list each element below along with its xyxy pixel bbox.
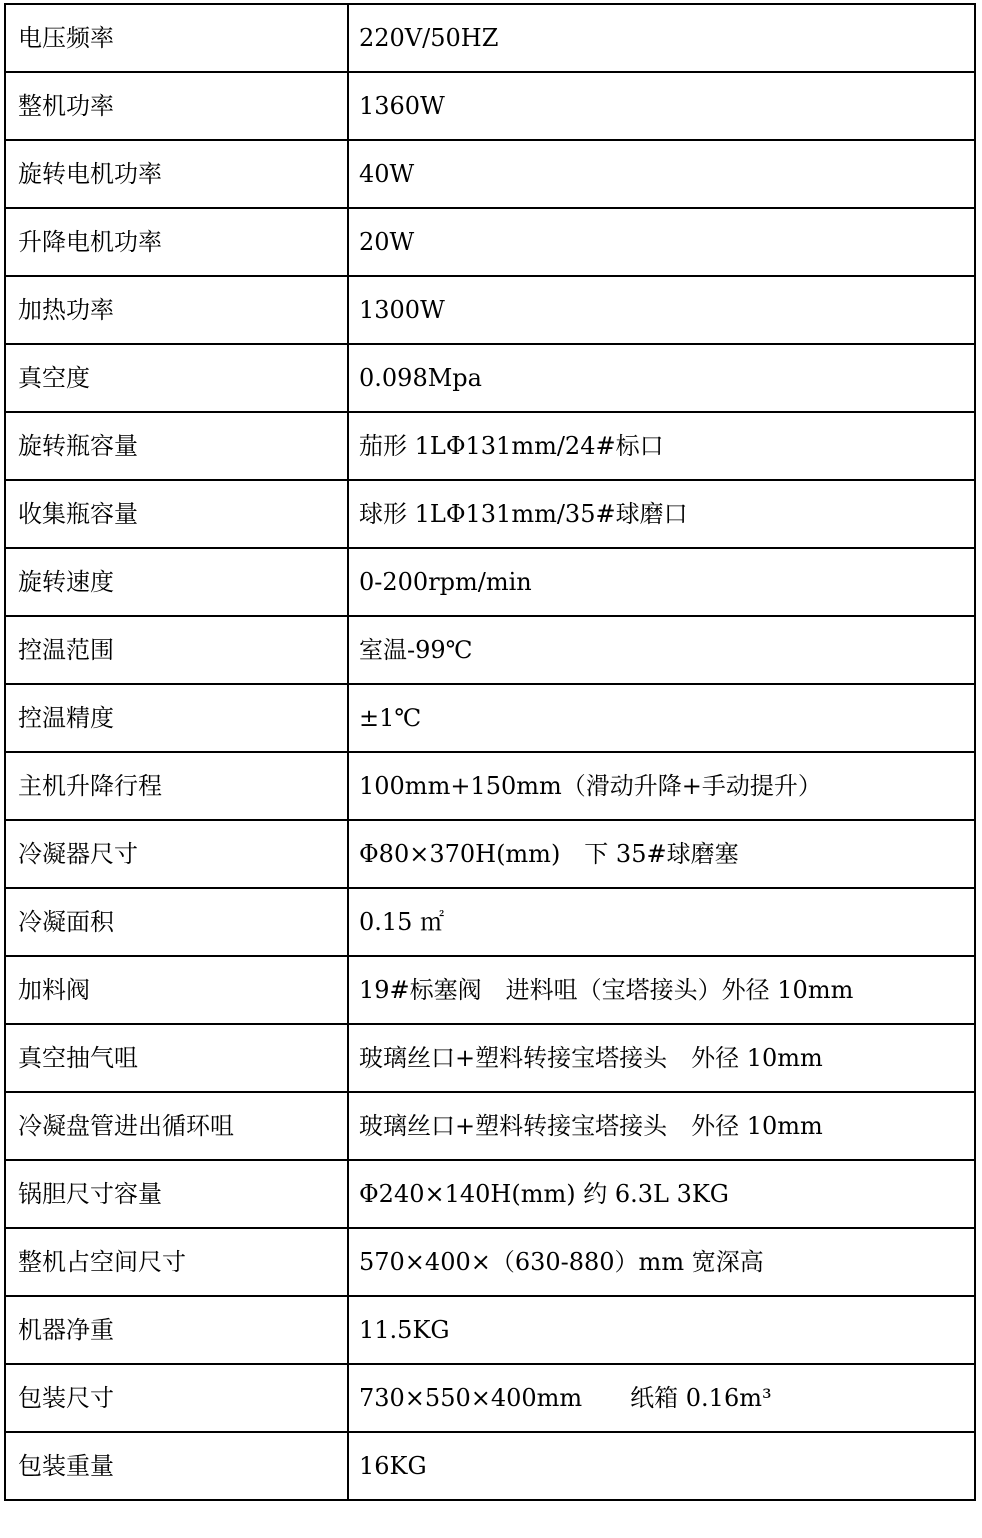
table-row — [5, 412, 975, 480]
spec-label: 冷凝面积 — [5, 888, 348, 956]
spec-value: 1300W — [348, 276, 975, 344]
spec-label: 冷凝盘管进出循环咀 — [5, 1092, 348, 1160]
spec-value: 40W — [348, 140, 975, 208]
spec-value: 20W — [348, 208, 975, 276]
spec-label: 机器净重 — [5, 1296, 348, 1364]
table-row — [5, 1092, 975, 1160]
spec-value: 11.5KG — [348, 1296, 975, 1364]
spec-label: 真空抽气咀 — [5, 1024, 348, 1092]
spec-value: 玻璃丝口+塑料转接宝塔接头 外径 10mm — [348, 1024, 975, 1092]
spec-value: 0-200rpm/min — [348, 548, 975, 616]
spec-label: 加料阀 — [5, 956, 348, 1024]
spec-label: 整机功率 — [5, 72, 348, 140]
spec-value: 室温-99℃ — [348, 616, 975, 684]
table-row — [5, 480, 975, 548]
table-row — [5, 888, 975, 956]
table-row — [5, 956, 975, 1024]
spec-label: 真空度 — [5, 344, 348, 412]
table-row — [5, 820, 975, 888]
spec-value: 玻璃丝口+塑料转接宝塔接头 外径 10mm — [348, 1092, 975, 1160]
table-row — [5, 1364, 975, 1432]
spec-value: 19#标塞阀 进料咀（宝塔接头）外径 10mm — [348, 956, 975, 1024]
spec-label: 旋转速度 — [5, 548, 348, 616]
spec-label: 收集瓶容量 — [5, 480, 348, 548]
spec-label: 整机占空间尺寸 — [5, 1228, 348, 1296]
spec-table — [4, 3, 976, 1501]
spec-value: 16KG — [348, 1432, 975, 1500]
spec-value: Φ240×140H(mm) 约 6.3L 3KG — [348, 1160, 975, 1228]
spec-label: 电压频率 — [5, 4, 348, 72]
spec-value: 220V/50HZ — [348, 4, 975, 72]
table-row — [5, 684, 975, 752]
table-row — [5, 1228, 975, 1296]
table-row — [5, 752, 975, 820]
spec-value: 茄形 1LΦ131mm/24#标口 — [348, 412, 975, 480]
spec-value: 730×550×400mm 纸箱 0.16m³ — [348, 1364, 975, 1432]
table-row — [5, 4, 975, 72]
spec-value: 1360W — [348, 72, 975, 140]
table-row — [5, 276, 975, 344]
spec-label: 控温范围 — [5, 616, 348, 684]
table-row — [5, 208, 975, 276]
spec-value: 0.15 ㎡ — [348, 888, 975, 956]
table-row — [5, 140, 975, 208]
spec-label: 包装重量 — [5, 1432, 348, 1500]
table-row — [5, 344, 975, 412]
table-row — [5, 1432, 975, 1500]
spec-label: 锅胆尺寸容量 — [5, 1160, 348, 1228]
table-row — [5, 1160, 975, 1228]
spec-label: 旋转瓶容量 — [5, 412, 348, 480]
table-row — [5, 72, 975, 140]
spec-value: 0.098Mpa — [348, 344, 975, 412]
spec-value: 570×400×（630-880）mm 宽深高 — [348, 1228, 975, 1296]
spec-label: 包装尺寸 — [5, 1364, 348, 1432]
table-row — [5, 616, 975, 684]
spec-label: 冷凝器尺寸 — [5, 820, 348, 888]
spec-label: 旋转电机功率 — [5, 140, 348, 208]
spec-value: 球形 1LΦ131mm/35#球磨口 — [348, 480, 975, 548]
table-row — [5, 1296, 975, 1364]
table-row — [5, 1024, 975, 1092]
spec-value: Φ80×370H(mm) 下 35#球磨塞 — [348, 820, 975, 888]
spec-value: 100mm+150mm（滑动升降+手动提升） — [348, 752, 975, 820]
spec-value: ±1℃ — [348, 684, 975, 752]
spec-label: 主机升降行程 — [5, 752, 348, 820]
spec-label: 加热功率 — [5, 276, 348, 344]
spec-label: 升降电机功率 — [5, 208, 348, 276]
spec-label: 控温精度 — [5, 684, 348, 752]
table-row — [5, 548, 975, 616]
